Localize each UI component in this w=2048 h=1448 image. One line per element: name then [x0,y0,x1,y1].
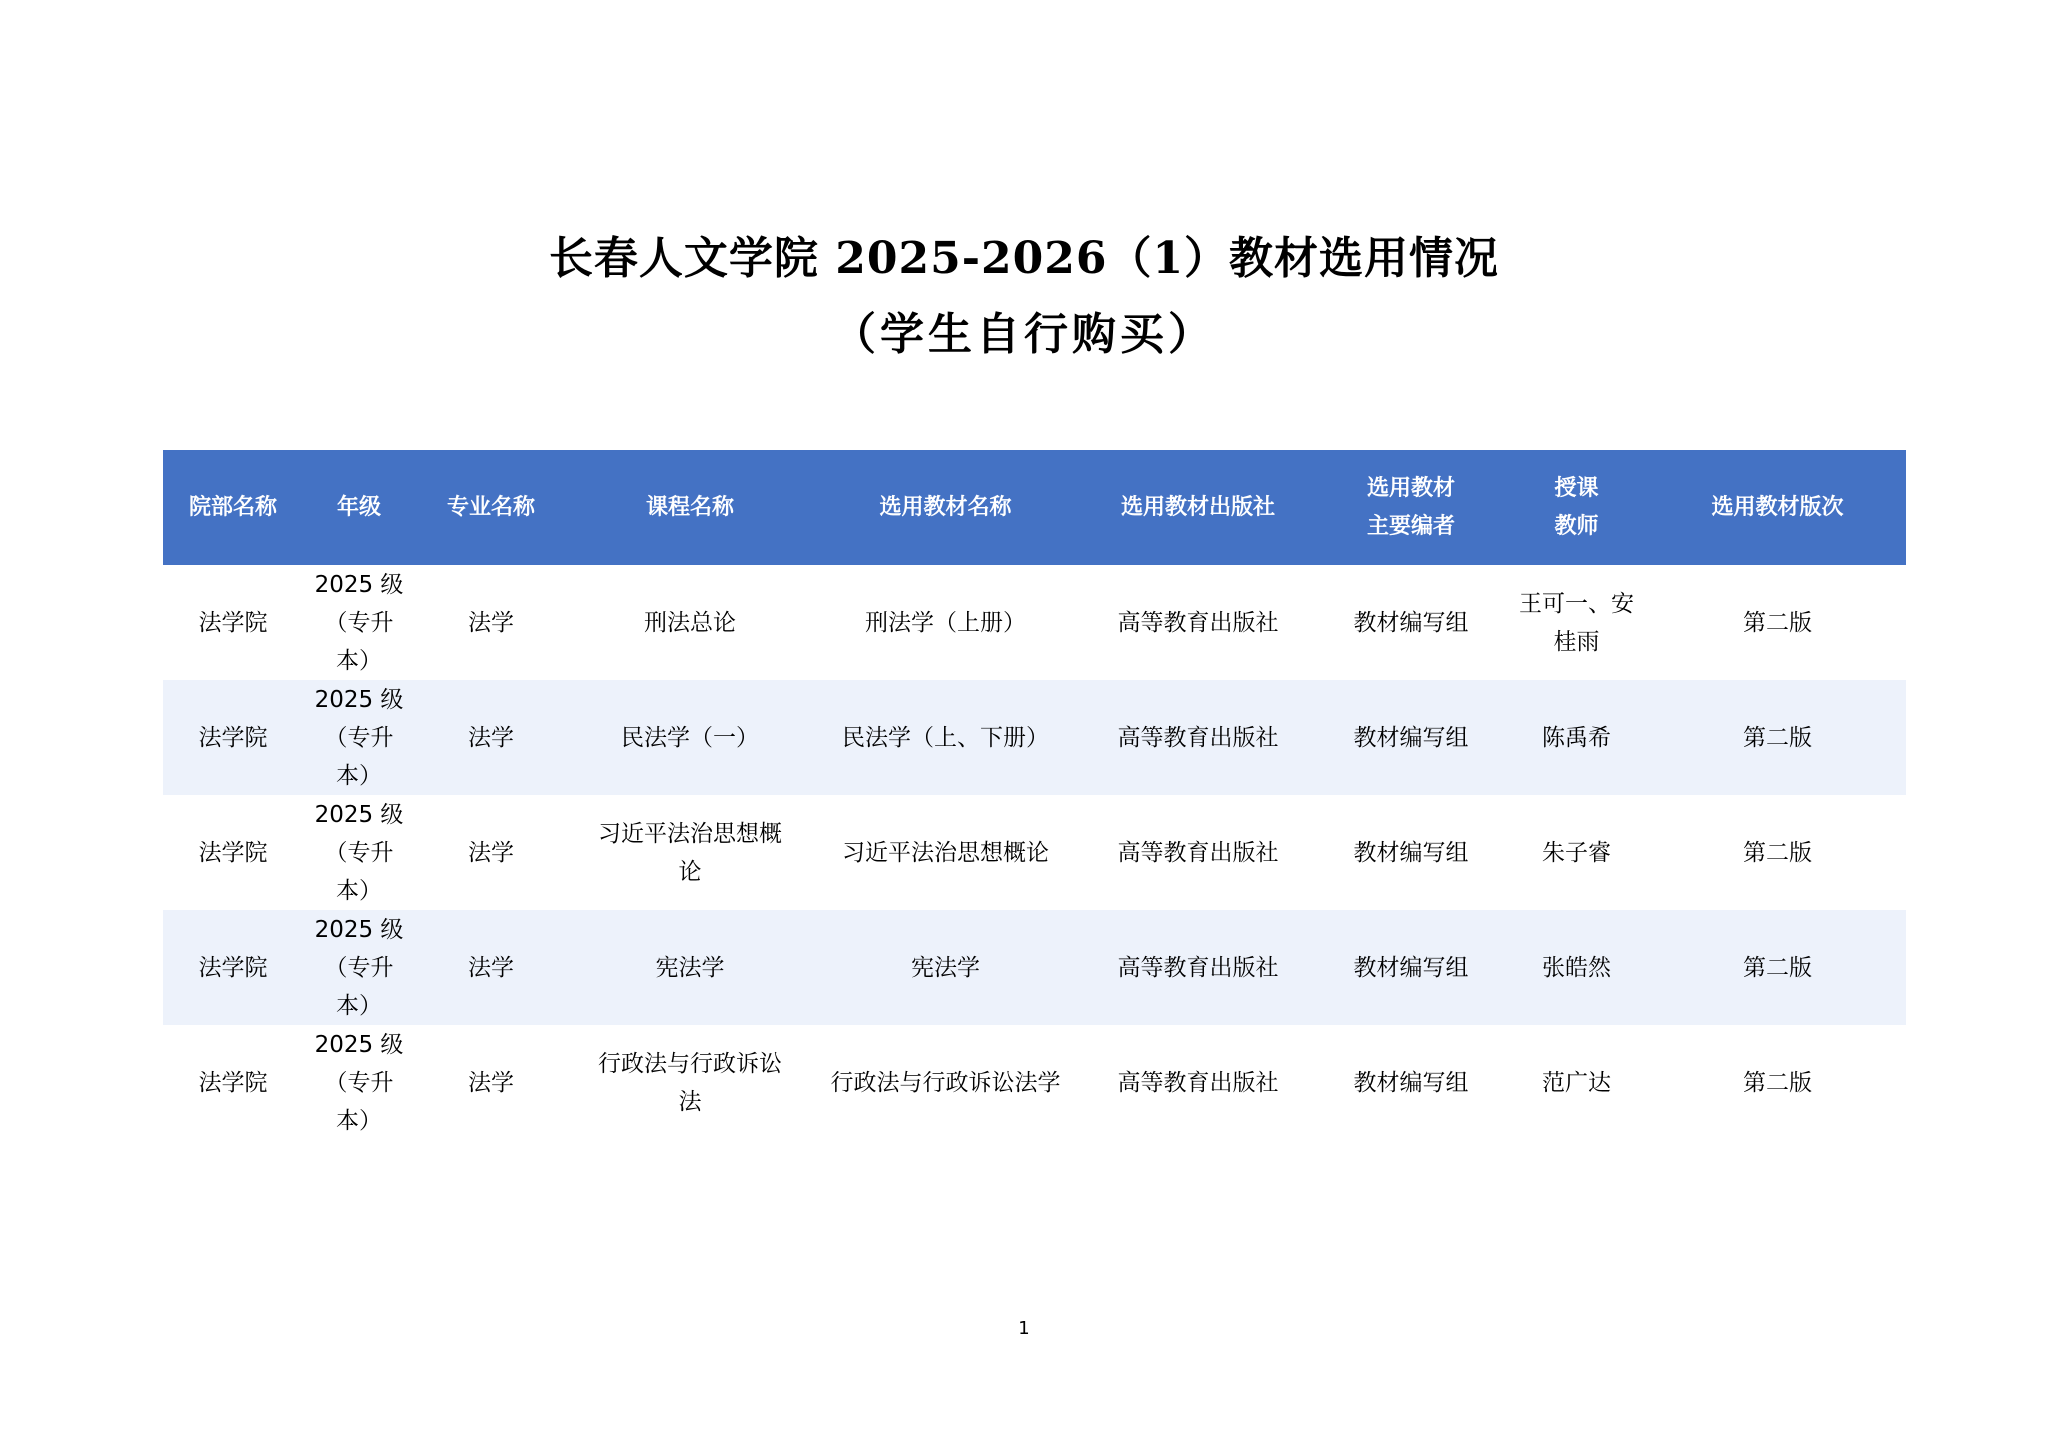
cell-course: 民法学（一） [621,724,759,751]
cell-editor: 教材编写组 [1353,724,1469,751]
cell-editor: 教材编写组 [1353,609,1469,636]
cell-grade: 2025 级 （专升 本） [314,571,404,674]
cell-teacher: 王可一、安 桂雨 [1519,590,1634,655]
cell-major: 法学 [468,724,514,751]
cell-textbook: 民法学（上、下册） [842,724,1049,751]
cell-editor: 教材编写组 [1353,839,1469,866]
cell-grade: 2025 级 （专升 本） [314,916,404,1019]
cell-edition: 第二版 [1743,839,1812,866]
cell-teacher: 范广达 [1542,1069,1611,1096]
header-textbook: 选用教材名称 [879,494,1012,520]
table-row [163,795,1906,910]
cell-course: 行政法与行政诉讼 法 [598,1050,782,1115]
cell-major: 法学 [468,954,514,981]
cell-editor: 教材编写组 [1353,954,1469,981]
cell-publisher: 高等教育出版社 [1117,1069,1279,1096]
header-publisher: 选用教材出版社 [1120,494,1275,520]
cell-grade: 2025 级 （专升 本） [314,686,404,789]
header-editor: 选用教材 主要编者 [1366,475,1455,539]
cell-textbook: 习近平法治思想概论 [842,839,1049,866]
header-major: 专业名称 [446,494,535,520]
cell-publisher: 高等教育出版社 [1117,839,1279,866]
table-row [163,1025,1906,1140]
cell-department: 法学院 [198,954,268,981]
cell-teacher: 张皓然 [1542,954,1611,981]
header-teacher: 授课 教师 [1554,475,1599,539]
cell-teacher: 朱子睿 [1542,839,1611,866]
cell-edition: 第二版 [1743,609,1812,636]
cell-textbook: 刑法学（上册） [865,609,1026,636]
cell-major: 法学 [468,839,514,866]
cell-edition: 第二版 [1743,954,1812,981]
header-course: 课程名称 [645,494,734,520]
title-sub: （学生自行购买） [832,309,1216,360]
cell-department: 法学院 [198,839,268,866]
cell-major: 法学 [468,1069,514,1096]
cell-course: 习近平法治思想概 论 [598,820,782,885]
cell-major: 法学 [468,609,514,636]
table-row [163,680,1906,795]
cell-publisher: 高等教育出版社 [1117,724,1279,751]
header-grade: 年级 [336,494,381,520]
table-row [163,910,1906,1025]
cell-edition: 第二版 [1743,1069,1812,1096]
cell-edition: 第二版 [1743,724,1812,751]
textbook-table [163,450,1906,1140]
table-row [163,565,1906,680]
cell-course: 刑法总论 [644,609,736,636]
cell-department: 法学院 [198,724,268,751]
cell-department: 法学院 [198,1069,268,1096]
cell-grade: 2025 级 （专升 本） [314,1031,404,1134]
header-department: 院部名称 [188,494,277,520]
cell-publisher: 高等教育出版社 [1117,954,1279,981]
document-title [0,224,2048,370]
cell-course: 宪法学 [655,954,725,981]
cell-textbook: 宪法学 [911,954,980,981]
cell-textbook: 行政法与行政诉讼法学 [830,1069,1061,1096]
cell-editor: 教材编写组 [1353,1069,1469,1096]
cell-department: 法学院 [198,609,268,636]
table-header-row [163,450,1906,565]
cell-grade: 2025 级 （专升 本） [314,801,404,904]
cell-teacher: 陈禹希 [1542,724,1611,751]
header-edition: 选用教材版次 [1711,494,1844,520]
title-main: 长春人文学院 2025-2026（1）教材选用情况 [548,233,1500,284]
cell-publisher: 高等教育出版社 [1117,609,1279,636]
page-number: 1 [1018,1318,1030,1339]
